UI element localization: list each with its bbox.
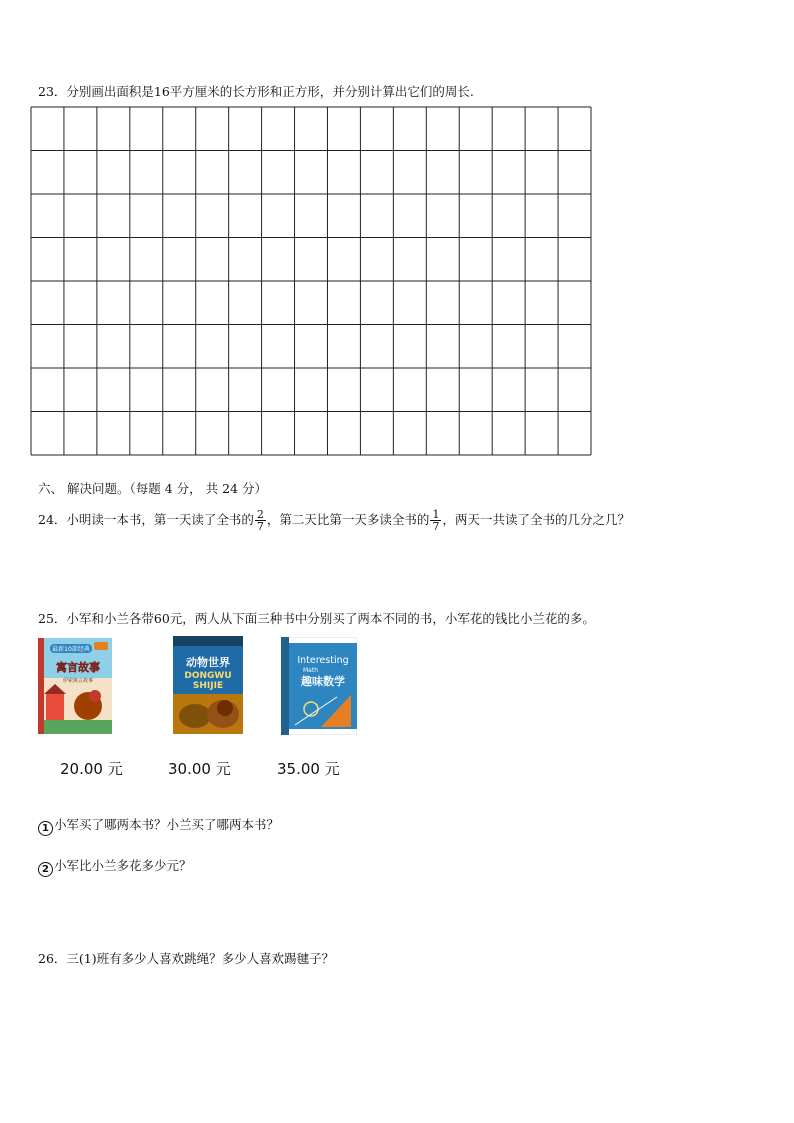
book-animal-title: 动物世界	[186, 656, 230, 669]
book-fables-subtitle: 伊索寓言故事	[62, 678, 94, 684]
book-math-sub2: Math	[303, 667, 319, 674]
question-25-sub2	[38, 858, 192, 877]
question-26: 26．三(1)班有多少人喜欢跳绳？多少人喜欢踢毽子？	[38, 951, 335, 966]
book-fables-title: 寓言故事	[56, 661, 100, 674]
fraction-denominator: 7	[432, 520, 440, 533]
section-6-heading: 六、 解决问题。（每题 4 分， 共 24 分）	[38, 481, 267, 496]
book-animal-sub2: SHIJIE	[192, 681, 224, 691]
question-24-part2: ，第二天比第一天多读全书的	[266, 512, 430, 527]
fraction-numerator: 2	[256, 508, 264, 521]
circled-number-1: 1	[38, 821, 53, 836]
book-fables-cover	[38, 638, 112, 738]
question-25-sub2-text: 小军比小兰多花多少元？	[54, 858, 192, 873]
question-25-sub1	[38, 817, 279, 836]
book-fables-badge: 最新10部经典	[52, 646, 90, 653]
question-25: 25．小军和小兰各带60元，两人从下面三种书中分别买了两本不同的书，小军花的钱比小兰花的多。	[38, 611, 595, 626]
fraction-numerator: 1	[432, 508, 440, 521]
book-fables-price: 20.00 元	[60, 760, 123, 778]
fraction-1-7	[430, 509, 441, 532]
question-24	[38, 508, 630, 532]
book-math-title: 趣味数学	[301, 675, 345, 688]
question-24-part1: 24．小明读一本书，第一天读了全书的	[38, 512, 254, 527]
book-animal-sub1: DONGWU	[184, 671, 232, 681]
circled-number-2: 2	[38, 862, 53, 877]
fraction-denominator: 7	[256, 520, 264, 533]
book-animal-price: 30.00 元	[168, 760, 231, 778]
drawing-grid[interactable]	[30, 106, 592, 456]
question-25-sub1-text: 小军买了哪两本书？小兰买了哪两本书？	[54, 817, 280, 832]
fraction-2-7	[255, 509, 266, 532]
question-23: 23．分别画出面积是16平方厘米的长方形和正方形，并分别计算出它们的周长.	[38, 84, 474, 99]
book-math-sub1: Interesting	[297, 655, 349, 666]
question-24-part3: ，两天一共读了全书的几分之几？	[442, 512, 630, 527]
grid-svg	[30, 106, 592, 456]
book-math-price: 35.00 元	[277, 760, 340, 778]
book-interesting-math-cover	[281, 637, 357, 739]
book-animal-world-cover	[173, 636, 243, 738]
